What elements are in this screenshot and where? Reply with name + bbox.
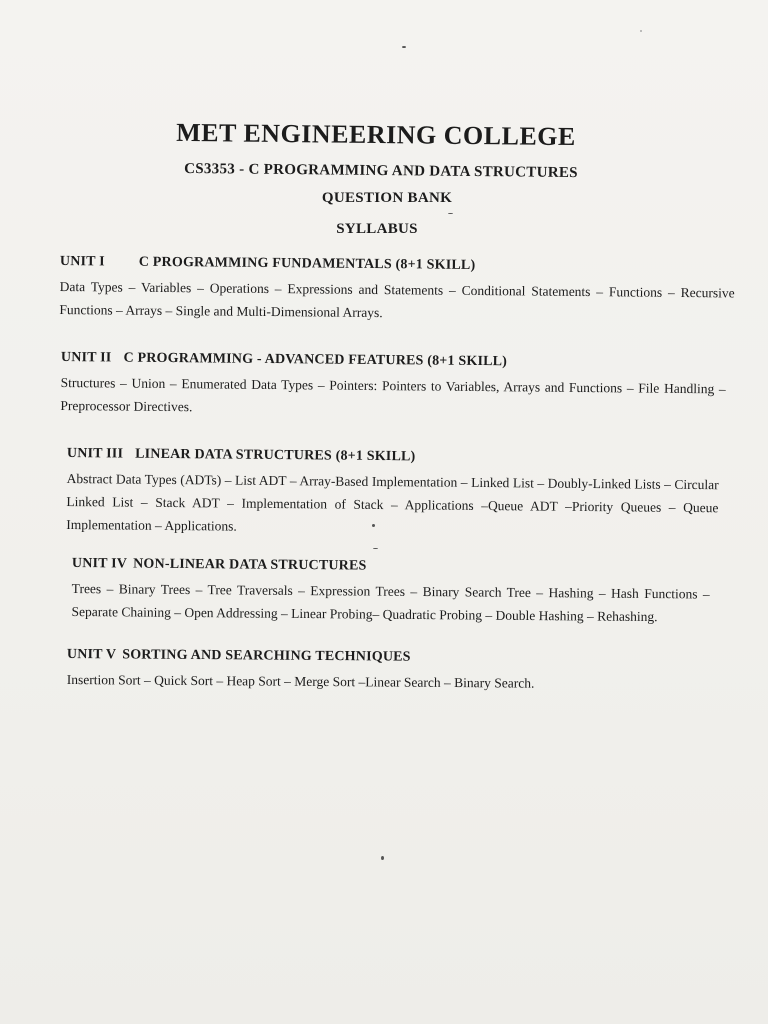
unit-number: UNIT IV: [71, 556, 128, 572]
unit-topics: Insertion Sort – Quick Sort – Heap Sort – Merge Sort –Linear Search – Binary Search.: [66, 671, 535, 691]
unit-5-section: [67, 647, 707, 696]
scan-speck: [402, 46, 406, 48]
unit-4-section: [71, 556, 710, 629]
unit-title: C PROGRAMMING - ADVANCED FEATURES (8+1 SKILL): [123, 350, 508, 370]
unit-title: C PROGRAMMING FUNDAMENTALS (8+1 SKILL): [138, 254, 476, 273]
unit-heading: [61, 350, 726, 372]
unit-title: LINEAR DATA STRUCTURES (8+1 SKILL): [135, 446, 416, 465]
unit-number: UNIT II: [60, 350, 112, 366]
unit-number: UNIT V: [66, 647, 117, 663]
unit-heading: [67, 647, 707, 668]
unit-topics: Structures – Union – Enumerated Data Types – Pointers: Pointers to Variables, Arrays and Functions – File Handling – Preprocessor Directives.: [60, 374, 726, 415]
unit-heading: [72, 556, 710, 578]
college-title: MET ENGINEERING COLLEGE: [176, 117, 576, 152]
scan-speck: [448, 213, 453, 214]
unit-2-section: [60, 350, 726, 423]
scan-speck: [372, 524, 375, 527]
unit-number: UNIT I: [59, 254, 105, 270]
scan-speck: [373, 548, 378, 549]
unit-3-section: [66, 446, 719, 542]
unit-topics: Trees – Binary Trees – Tree Traversals – Expression Trees – Binary Search Tree – Hashing – Hash Functions – Separate Chaining – Open Addressing – Linear Probing– Quadratic Probing – Double Hashing – Rehashing.: [71, 580, 710, 625]
unit-topics: Data Types – Variables – Operations – Expressions and Statements – Conditional Statements – Functions – Recursive Functions – Arrays – Single and Multi-Dimensional Arrays.: [59, 278, 735, 321]
unit-title: SORTING AND SEARCHING TECHNIQUES: [122, 647, 411, 665]
unit-number: UNIT III: [66, 446, 124, 462]
unit-topics: Abstract Data Types (ADTs) – List ADT – Array-Based Implementation – Linked List – Doubly-Linked Lists – Circular Linked List – Stack ADT – Implementation of Stack – Applications –Queue ADT –Priority Queues – Queue Implementation – Applications.: [66, 470, 719, 534]
document-type: QUESTION BANK: [321, 190, 453, 206]
course-title: CS3353 - C PROGRAMMING AND DATA STRUCTURES: [184, 160, 578, 182]
unit-title: NON-LINEAR DATA STRUCTURES: [133, 556, 367, 574]
scan-speck: [640, 30, 642, 32]
unit-1-section: [59, 254, 735, 327]
unit-heading: [60, 254, 735, 276]
unit-heading: [67, 446, 719, 468]
scan-speck: [381, 856, 384, 860]
section-title: SYLLABUS: [336, 221, 418, 237]
